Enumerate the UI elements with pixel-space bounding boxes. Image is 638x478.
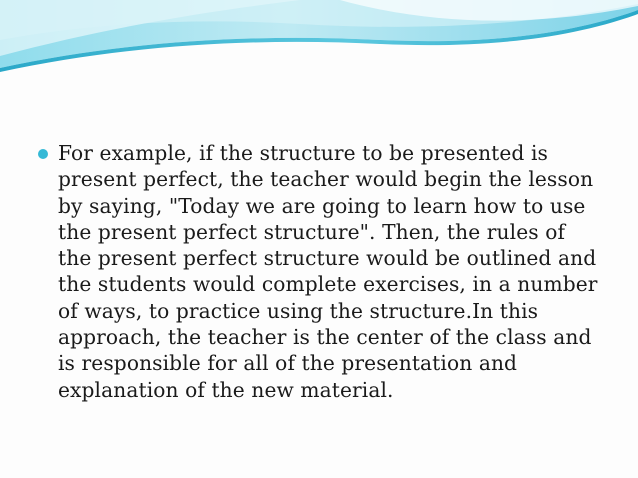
bullet-dot-icon — [38, 149, 48, 159]
bullet-item — [38, 140, 600, 403]
bullet-text: For example, if the structure to be presented is present perfect, the teacher would begin the lesson by saying, "Today we are going to learn how to use the present perfect structure". Then, the rules of the present perfect structure would be outlined and the students would complete exercises, in a number of ways, to practice using the structure.In this approach, the teacher is the center of the class and is responsible for all of the presentation and explanation of the new material. — [58, 141, 598, 402]
bullet-list — [38, 140, 600, 403]
header-wave-decoration — [0, 0, 638, 80]
